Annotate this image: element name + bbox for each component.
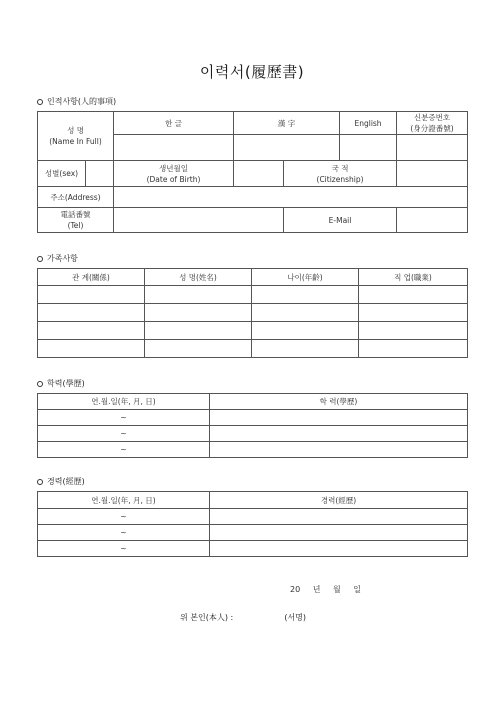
nation-label: 국 적 bbox=[331, 163, 349, 173]
family-cell[interactable] bbox=[252, 304, 359, 322]
personal-section-heading bbox=[37, 96, 116, 107]
family-cell[interactable] bbox=[145, 340, 252, 358]
signer-label: 위 본인(本人) : bbox=[180, 613, 234, 622]
birth-label: 생년월일 bbox=[159, 163, 188, 173]
family-header-job: 직 업(職業) bbox=[359, 269, 468, 286]
table-row bbox=[38, 322, 468, 340]
career-date-cell[interactable]: ~ bbox=[38, 525, 210, 541]
personal-section-title: 인적사항(人的事項) bbox=[47, 97, 117, 106]
career-detail-cell[interactable] bbox=[210, 541, 468, 557]
email-field[interactable] bbox=[397, 208, 468, 233]
family-cell[interactable] bbox=[359, 286, 468, 304]
table-row bbox=[38, 509, 468, 525]
family-cell[interactable] bbox=[359, 340, 468, 358]
sex-field[interactable] bbox=[86, 161, 114, 187]
name-label-cell bbox=[38, 112, 114, 161]
career-header-history: 경력(經歷) bbox=[210, 492, 468, 509]
phone-field[interactable] bbox=[114, 208, 284, 233]
name-label: 성 명 bbox=[67, 126, 84, 135]
nation-label-en: (Citizenship) bbox=[316, 174, 364, 184]
education-detail-cell[interactable] bbox=[210, 426, 468, 442]
phone-label: 電話番號 bbox=[60, 210, 91, 219]
page-title: 이력서(履歷書) bbox=[199, 63, 305, 81]
birth-label-cell bbox=[114, 161, 234, 187]
family-cell[interactable] bbox=[359, 304, 468, 322]
birth-label-en: (Date of Birth) bbox=[146, 174, 201, 184]
nation-label-cell bbox=[284, 161, 397, 187]
education-section-title: 학력(學歷) bbox=[47, 379, 85, 388]
id-number-label: 신분증번호 bbox=[413, 113, 451, 122]
family-cell[interactable] bbox=[38, 322, 145, 340]
family-cell[interactable] bbox=[145, 322, 252, 340]
career-section-heading bbox=[37, 476, 85, 487]
birth-field[interactable] bbox=[234, 161, 284, 187]
id-number-label-hanja: (身分證番號) bbox=[410, 124, 454, 133]
career-date-cell[interactable]: ~ bbox=[38, 509, 210, 525]
address-field[interactable] bbox=[114, 187, 468, 208]
education-detail-cell[interactable] bbox=[210, 410, 468, 426]
table-row bbox=[38, 304, 468, 322]
date-line: 20 년 월 일 bbox=[290, 585, 361, 594]
personal-info-table bbox=[37, 111, 468, 233]
table-row bbox=[38, 442, 468, 458]
career-detail-cell[interactable] bbox=[210, 525, 468, 541]
sex-label: 성별(sex) bbox=[38, 161, 86, 187]
hangul-header: 한 글 bbox=[114, 112, 234, 135]
career-date-cell[interactable]: ~ bbox=[38, 541, 210, 557]
table-row bbox=[38, 525, 468, 541]
id-number-field[interactable] bbox=[397, 135, 468, 161]
address-label: 주소(Address) bbox=[38, 187, 114, 208]
family-cell[interactable] bbox=[252, 340, 359, 358]
circle-bullet-icon bbox=[37, 99, 43, 105]
education-header-history: 학 력(學歷) bbox=[210, 394, 468, 410]
family-cell[interactable] bbox=[38, 340, 145, 358]
family-cell[interactable] bbox=[252, 322, 359, 340]
family-cell[interactable] bbox=[38, 286, 145, 304]
family-section-heading bbox=[37, 253, 78, 264]
family-header-relation: 관 계(關係) bbox=[38, 269, 145, 286]
table-row bbox=[38, 410, 468, 426]
table-row bbox=[38, 541, 468, 557]
education-header-date: 연.월.일(年, 月, 日) bbox=[38, 394, 210, 410]
table-row bbox=[38, 426, 468, 442]
hanja-header: 漢 字 bbox=[234, 112, 340, 135]
table-row bbox=[38, 340, 468, 358]
phone-label-cell bbox=[38, 208, 114, 233]
career-header-date: 연.월.일(年, 月, 日) bbox=[38, 492, 210, 509]
career-detail-cell[interactable] bbox=[210, 509, 468, 525]
circle-bullet-icon bbox=[37, 381, 43, 387]
family-cell[interactable] bbox=[145, 286, 252, 304]
phone-label-en: (Tel) bbox=[67, 221, 84, 230]
family-cell[interactable] bbox=[38, 304, 145, 322]
education-date-cell[interactable]: ~ bbox=[38, 442, 210, 458]
circle-bullet-icon bbox=[37, 479, 43, 485]
name-hanja-field[interactable] bbox=[234, 135, 340, 161]
family-cell[interactable] bbox=[359, 322, 468, 340]
career-table bbox=[37, 491, 468, 557]
education-date-cell[interactable]: ~ bbox=[38, 426, 210, 442]
name-english-field[interactable] bbox=[340, 135, 397, 161]
education-table bbox=[37, 393, 468, 458]
family-header-name: 성 명(姓名) bbox=[145, 269, 252, 286]
name-hangul-field[interactable] bbox=[114, 135, 234, 161]
family-header-age: 나이(年齡) bbox=[252, 269, 359, 286]
nation-field[interactable] bbox=[397, 161, 468, 187]
education-section-heading bbox=[37, 378, 85, 389]
table-row bbox=[38, 286, 468, 304]
career-section-title: 경력(經歷) bbox=[47, 477, 85, 486]
signature-label: (서명) bbox=[284, 613, 307, 622]
id-number-header-cell bbox=[397, 112, 468, 135]
family-cell[interactable] bbox=[145, 304, 252, 322]
family-table bbox=[37, 268, 468, 358]
family-section-title: 가족사항 bbox=[47, 254, 78, 263]
name-label-en: (Name In Full) bbox=[49, 137, 102, 146]
education-detail-cell[interactable] bbox=[210, 442, 468, 458]
signature-line bbox=[180, 612, 306, 623]
education-date-cell[interactable]: ~ bbox=[38, 410, 210, 426]
english-header: English bbox=[340, 112, 397, 135]
email-label: E-Mail bbox=[284, 208, 397, 233]
circle-bullet-icon bbox=[37, 256, 43, 262]
family-cell[interactable] bbox=[252, 286, 359, 304]
